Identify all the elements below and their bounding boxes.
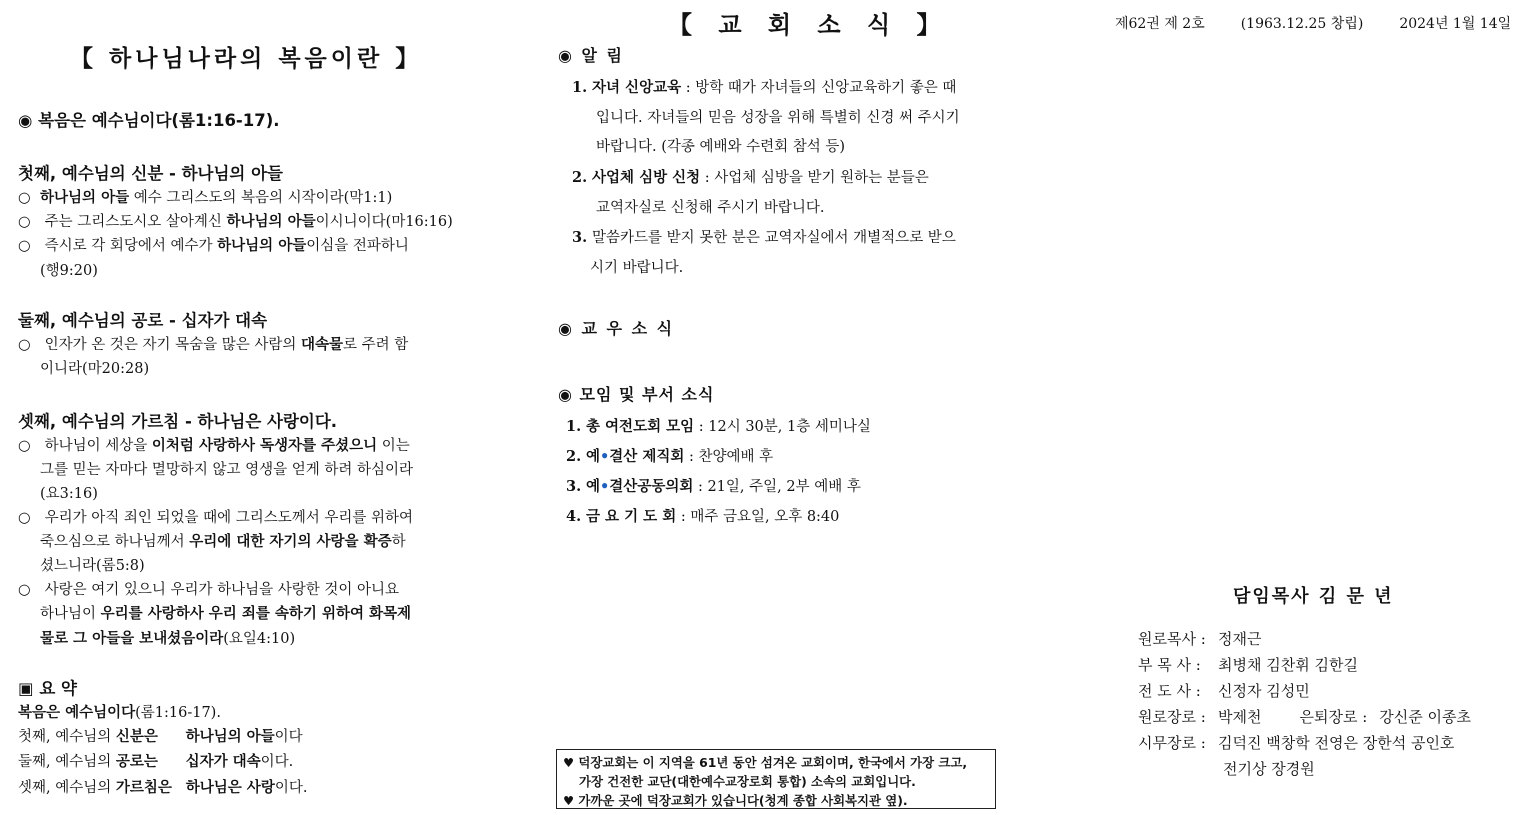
section1-item2: ○ 주는 그리스도시오 살아계신 하나님의 아들이시니이다(마16:16) [18,214,453,230]
staff-row: 원로목사 : 정재근 [1138,630,1262,648]
circle-bullet-icon: ○ [18,190,31,206]
summary-line2: 첫째, 예수님의 신분은 하나님의 아들이다 [18,729,303,745]
staff-row: 시무장로 : 김덕진 백창학 전영은 장한석 공인호 [1138,734,1455,752]
church-info-line1: ♥ 덕장교회는 이 지역을 61년 동안 섬겨온 교회이며, 한국에서 가장 크고, [563,755,968,770]
notice-item2: 2. 사업체 심방 신청 : 사업체 심방을 받기 원하는 분들은 [572,169,929,186]
senior-pastor: 담임목사 김 문 년 [1233,586,1394,607]
gospel-intro: ◉ 복음은 예수님이다(롬1:16-17). [18,111,280,130]
staff-row: 전 도 사 : 신정자 김성민 [1138,682,1310,700]
notice-item1: 1. 자녀 신앙교육 : 방학 때가 자녀들의 신앙교육하기 좋은 때 [572,79,957,96]
bulletin-date: 2024년 1월 14일 [1399,16,1512,32]
summary-line3: 둘째, 예수님의 공로는 십자가 대속이다. [18,754,294,770]
section1-item1: ○ 하나님의 아들 예수 그리스도의 복음의 시작이라(막1:1) [18,190,393,206]
circle-bullet-icon: ○ [18,238,31,254]
issue-info [1115,13,1511,33]
circle-bullet-icon: ○ [18,337,31,353]
notice-item1-cont2: 바랍니다. (각종 예배와 수련회 참석 등) [596,139,846,155]
meeting-item4: 4. 금 요 기 도 회 : 매주 금요일, 오후 8:40 [566,508,840,525]
section3-item2: ○ 우리가 아직 죄인 되었을 때에 그리스도께서 우리를 위하여 [18,510,414,526]
church-info-box [556,749,996,809]
section2-item1: ○ 인자가 온 것은 자기 목숨을 많은 사람의 대속물로 주려 함 [18,337,409,353]
church-info-line3: ♥ 가까운 곳에 덕장교회가 있습니다(청계 종합 사회복지관 옆). [563,793,908,808]
circle-bullet-icon: ○ [18,582,31,598]
circle-bullet-icon: ○ [18,214,31,230]
summary-line1: 복음은 예수님이다(롬1:16-17). [18,705,221,721]
issue-number: 제62권 제 2호 [1115,16,1205,32]
meeting-item3: 3. 예•결산공동의회 : 21일, 주일, 2부 예배 후 [566,478,861,495]
meetings-heading: ◉ 모임 및 부서 소식 [558,385,715,404]
notice-item1-cont: 입니다. 자녀들의 믿음 성장을 위해 특별히 신경 써 주시기 [596,110,960,126]
staff-row: 부 목 사 : 최병채 김찬휘 김한길 [1138,656,1358,674]
meeting-item2: 2. 예•결산 제직회 : 찬양예배 후 [566,448,774,465]
members-news-heading: ◉ 교 우 소 식 [558,319,675,338]
section2-heading: 둘째, 예수님의 공로 - 십자가 대속 [18,311,268,330]
staff-row-cont: 전기상 장경원 [1223,760,1315,778]
section3-item1-cont: 그를 믿는 자마다 멸망하지 않고 영생을 얻게 하려 하심이라 [40,462,414,478]
church-news-title: 【 교 회 소 식 】 [668,11,950,39]
section3-item1: ○ 하나님이 세상을 이처럼 사랑하사 독생자를 주셨으니 이는 [18,438,410,454]
sermon-title: 【 하나님나라의 복음이란 】 [70,46,423,72]
founded-date: (1963.12.25 창립) [1240,16,1364,32]
section3-item3-cont: 하나님이 우리를 사랑하사 우리 죄를 속하기 위하여 화목제 [40,606,412,622]
section3-item1-ref: (요3:16) [40,486,98,502]
section3-item2-cont: 죽으심으로 하나님께서 우리에 대한 자기의 사랑을 확증하 [40,534,406,550]
section1-item3-ref: (행9:20) [40,263,98,279]
section3-item2-ref: 셨느니라(롬5:8) [40,558,145,574]
notice-heading: ◉ 알 림 [558,46,625,65]
notice-item3-cont: 시기 바랍니다. [590,260,684,276]
notice-item2-cont: 교역자실로 신청해 주시기 바랍니다. [596,200,825,216]
notice-item3: 3. 말씀카드를 받지 못한 분은 교역자실에서 개별적으로 받으 [572,229,956,246]
summary-heading: ▣ 요 약 [18,679,77,698]
summary-line4: 셋째, 예수님의 가르침은 하나님은 사랑이다. [18,780,308,796]
circle-bullet-icon: ○ [18,438,31,454]
church-info-line2: 가장 건전한 교단(대한예수교장로회 통합) 소속의 교회입니다. [579,774,916,789]
staff-row: 원로장로 : 박제천 은퇴장로 : 강신준 이종초 [1138,708,1471,726]
circle-bullet-icon: ○ [18,510,31,526]
section2-item1-ref: 이니라(마20:28) [40,361,150,377]
meeting-item1: 1. 총 여전도회 모임 : 12시 30분, 1층 세미나실 [566,418,871,435]
section3-heading: 셋째, 예수님의 가르침 - 하나님은 사랑이다. [18,412,338,431]
section3-item3: ○ 사랑은 여기 있으니 우리가 하나님을 사랑한 것이 아니요 [18,582,400,598]
section1-item3: ○ 즉시로 각 회당에서 예수가 하나님의 아들이심을 전파하니 [18,238,409,254]
section1-heading: 첫째, 예수님의 신분 - 하나님의 아들 [18,164,283,183]
section3-item3-ref: 물로 그 아들을 보내셨음이라(요일4:10) [40,631,296,647]
